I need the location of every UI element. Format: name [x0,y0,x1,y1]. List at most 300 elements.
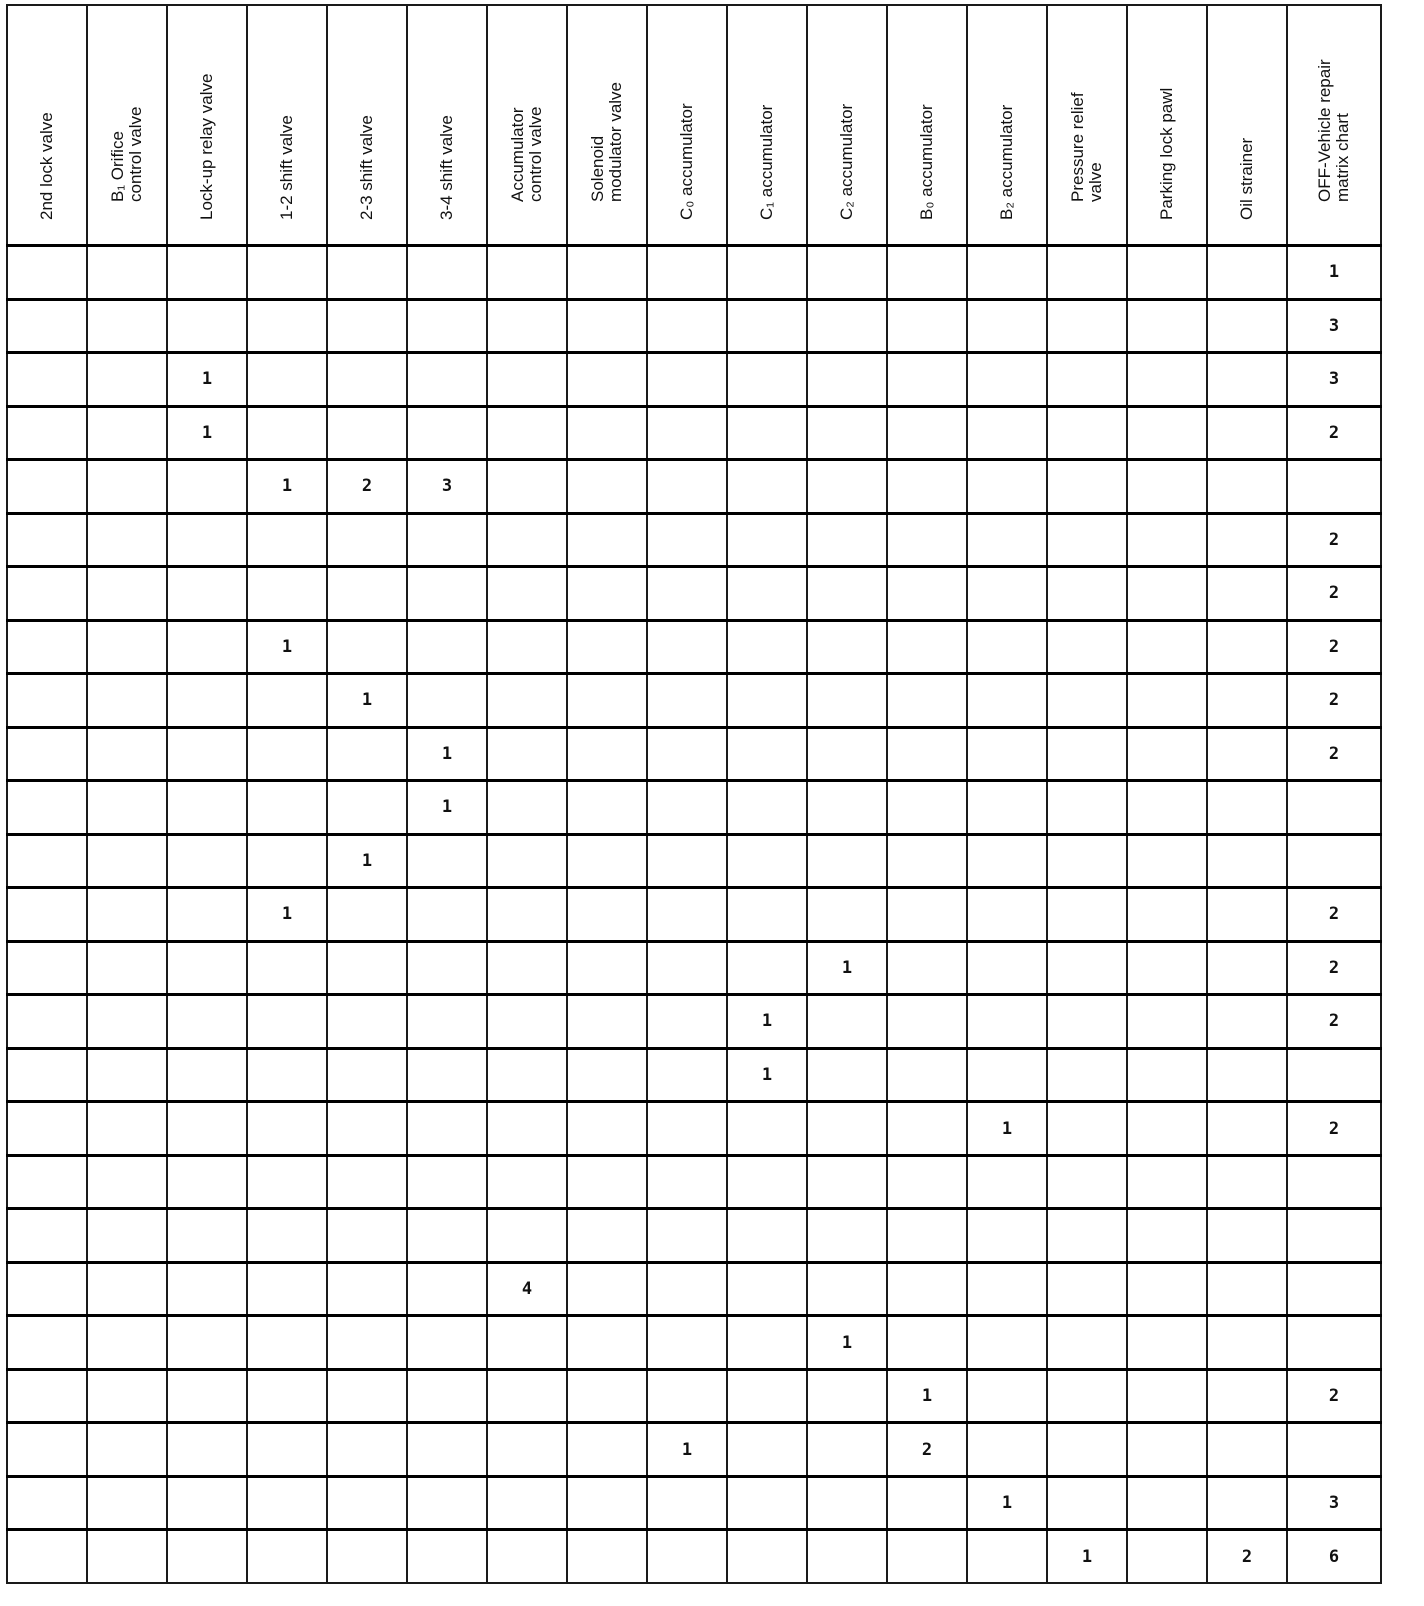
table-cell [487,1423,567,1477]
table-cell [7,353,87,407]
table-cell [1207,460,1287,514]
table-cell [7,727,87,781]
table-cell [487,834,567,888]
table-cell [407,674,487,728]
table-cell [967,353,1047,407]
table-cell [87,888,167,942]
table-cell [1207,1476,1287,1530]
table-cell [727,353,807,407]
table-cell [1207,1155,1287,1209]
table-cell [87,353,167,407]
table-cell [1047,1423,1127,1477]
table-cell [1127,1155,1207,1209]
table-cell [247,299,327,353]
column-header [87,5,167,246]
table-cell [87,1423,167,1477]
table-cell [647,727,727,781]
table-cell [7,246,87,300]
table-cell [1047,1209,1127,1263]
table-cell [487,353,567,407]
table-cell [247,353,327,407]
table-cell: 1 [167,406,247,460]
table-cell [87,1262,167,1316]
table-cell [407,353,487,407]
table-cell [967,1155,1047,1209]
table-cell [1207,513,1287,567]
table-cell [1127,834,1207,888]
table-cell [807,460,887,514]
table-cell [7,1476,87,1530]
table-cell [647,1102,727,1156]
table-cell [887,620,967,674]
table-cell [487,1048,567,1102]
table-cell [7,1102,87,1156]
table-row [7,834,1381,888]
matrix-chart-cell: 6 [1287,1530,1381,1583]
table-cell [807,781,887,835]
table-cell [647,1155,727,1209]
table-cell: 1 [727,995,807,1049]
table-cell [807,995,887,1049]
table-cell [1127,620,1207,674]
table-cell [167,941,247,995]
table-cell [1127,1262,1207,1316]
table-cell [1047,834,1127,888]
table-cell [967,406,1047,460]
table-cell [567,246,647,300]
table-cell [407,246,487,300]
table-cell: 1 [407,781,487,835]
table-cell [487,1476,567,1530]
table-cell [327,246,407,300]
table-cell [7,888,87,942]
table-cell: 1 [807,1316,887,1370]
table-cell [247,1476,327,1530]
table-cell [727,620,807,674]
table-cell [87,1476,167,1530]
table-cell [247,674,327,728]
table-cell [327,1530,407,1583]
table-cell [887,941,967,995]
table-cell [567,1209,647,1263]
table-cell [1127,353,1207,407]
table-cell [887,727,967,781]
column-header-label: C₁ accumulator [757,104,776,220]
table-cell [727,1369,807,1423]
table-cell [1047,1476,1127,1530]
table-cell [1127,567,1207,621]
table-cell [487,1102,567,1156]
table-row [7,1102,1381,1156]
table-cell [567,674,647,728]
table-cell [247,1369,327,1423]
table-cell [1207,406,1287,460]
table-cell [407,406,487,460]
table-cell [167,1262,247,1316]
table-cell [327,1316,407,1370]
table-cell [7,1262,87,1316]
table-cell [807,1209,887,1263]
table-cell [1127,1209,1207,1263]
table-cell: 2 [887,1423,967,1477]
table-cell [967,299,1047,353]
column-header [1287,5,1381,246]
table-row [7,353,1381,407]
table-cell [1207,1262,1287,1316]
table-cell [567,406,647,460]
matrix-chart-cell: 2 [1287,1102,1381,1156]
table-cell [247,941,327,995]
table-cell [567,1369,647,1423]
table-cell [487,781,567,835]
table-cell [647,1369,727,1423]
table-cell [167,460,247,514]
table-cell [567,513,647,567]
table-cell [327,1209,407,1263]
table-cell [87,460,167,514]
column-header [247,5,327,246]
table-cell [1047,888,1127,942]
table-cell [887,674,967,728]
table-cell [807,1476,887,1530]
table-cell [7,1316,87,1370]
table-cell [327,620,407,674]
column-header-label: C₀ accumulator [677,103,696,220]
table-cell [647,620,727,674]
column-header-label: 3-4 shift valve [437,115,456,220]
table-cell [1207,567,1287,621]
table-cell [1047,781,1127,835]
table-cell [167,1048,247,1102]
table-cell [727,1530,807,1583]
table-cell [487,299,567,353]
table-cell [87,513,167,567]
table-cell [407,1423,487,1477]
table-cell [7,834,87,888]
table-cell: 1 [887,1369,967,1423]
table-cell: 2 [1207,1530,1287,1583]
table-cell [407,1262,487,1316]
table-cell [807,1530,887,1583]
column-header-label: 2-3 shift valve [357,115,376,220]
table-cell [727,246,807,300]
table-cell [487,620,567,674]
matrix-chart-cell: 3 [1287,299,1381,353]
table-cell [807,727,887,781]
table-cell [967,1369,1047,1423]
table-cell [87,727,167,781]
table-cell [967,246,1047,300]
table-cell [247,567,327,621]
table-cell [1127,1423,1207,1477]
table-cell [407,567,487,621]
table-cell [407,1316,487,1370]
table-cell [7,941,87,995]
table-cell [1207,1423,1287,1477]
table-cell [887,1209,967,1263]
table-cell [567,567,647,621]
table-cell [327,406,407,460]
table-cell [647,299,727,353]
table-cell [407,1209,487,1263]
table-cell [7,1209,87,1263]
table-cell [167,995,247,1049]
table-cell [1047,460,1127,514]
table-cell [1127,1530,1207,1583]
table-cell [1127,781,1207,835]
table-cell [807,353,887,407]
table-cell: 4 [487,1262,567,1316]
table-cell [1127,1102,1207,1156]
table-cell [727,1155,807,1209]
table-cell [167,1102,247,1156]
table-cell [1127,299,1207,353]
table-cell [1047,674,1127,728]
table-cell [87,406,167,460]
table-cell [1207,1316,1287,1370]
table-row [7,888,1381,942]
table-cell [647,674,727,728]
table-cell [1127,727,1207,781]
table-cell [967,1048,1047,1102]
table-cell [887,1530,967,1583]
table-cell [1047,513,1127,567]
table-cell [407,1102,487,1156]
table-cell [87,1155,167,1209]
table-cell [7,1048,87,1102]
table-cell [87,674,167,728]
table-cell [1207,299,1287,353]
table-cell [407,513,487,567]
table-cell [1047,353,1127,407]
table-cell [407,1530,487,1583]
table-cell [727,567,807,621]
table-cell [1207,781,1287,835]
table-cell [807,1102,887,1156]
table-cell [1047,299,1127,353]
column-header [647,5,727,246]
table-cell [887,995,967,1049]
table-cell [247,995,327,1049]
table-row [7,620,1381,674]
table-cell [1127,1048,1207,1102]
table-cell [567,727,647,781]
table-cell [967,567,1047,621]
table-cell [1047,1102,1127,1156]
matrix-chart-cell: 3 [1287,1476,1381,1530]
table-cell [567,1476,647,1530]
table-cell [327,1155,407,1209]
table-cell [407,941,487,995]
table-cell [167,1530,247,1583]
table-cell [967,1316,1047,1370]
table-cell [167,727,247,781]
table-cell [647,941,727,995]
table-cell [167,246,247,300]
table-cell [807,674,887,728]
table-cell [887,460,967,514]
table-cell [87,1102,167,1156]
table-cell [1207,1102,1287,1156]
table-row [7,1476,1381,1530]
table-cell [7,1155,87,1209]
matrix-chart-cell [1287,1155,1381,1209]
table-cell [727,299,807,353]
table-cell [727,406,807,460]
table-cell [1127,246,1207,300]
table-cell [967,620,1047,674]
table-cell [1207,995,1287,1049]
table-cell [1047,620,1127,674]
column-header-label: Solenoid modulator valve [588,81,625,202]
column-header [1207,5,1287,246]
table-cell [247,1102,327,1156]
table-cell [167,888,247,942]
table-cell: 3 [407,460,487,514]
table-cell [647,406,727,460]
table-cell [1207,1369,1287,1423]
table-cell [967,1423,1047,1477]
column-header-label: Oil strainer [1237,137,1256,220]
matrix-chart-cell: 2 [1287,941,1381,995]
table-cell [7,620,87,674]
table-cell: 1 [967,1476,1047,1530]
table-cell: 1 [247,460,327,514]
table-cell [567,781,647,835]
matrix-chart-cell: 2 [1287,1369,1381,1423]
matrix-chart-cell: 1 [1287,246,1381,300]
table-cell [7,1423,87,1477]
column-header [407,5,487,246]
table-cell [1127,406,1207,460]
table-cell [647,781,727,835]
table-cell [567,1102,647,1156]
table-cell [1047,727,1127,781]
table-cell [87,299,167,353]
table-cell [327,781,407,835]
table-cell [967,995,1047,1049]
table-cell [247,246,327,300]
column-header-label: Parking lock pawl [1157,87,1176,220]
table-row [7,1048,1381,1102]
table-cell [87,1316,167,1370]
table-cell: 1 [247,620,327,674]
table-cell [327,567,407,621]
table-cell [327,1048,407,1102]
table-cell [167,1423,247,1477]
table-cell [647,1530,727,1583]
table-cell [727,834,807,888]
matrix-chart-cell: 2 [1287,567,1381,621]
table-row [7,1316,1381,1370]
table-cell [647,834,727,888]
table-cell [887,834,967,888]
table-cell [887,888,967,942]
table-cell [167,834,247,888]
table-cell [1047,1369,1127,1423]
table-cell: 1 [167,353,247,407]
table-cell [327,1423,407,1477]
table-cell [487,567,567,621]
table-row [7,1262,1381,1316]
table-cell [487,1369,567,1423]
table-cell [887,513,967,567]
table-cell [967,888,1047,942]
table-cell [247,513,327,567]
table-cell [167,567,247,621]
table-cell [1047,941,1127,995]
table-cell [1127,513,1207,567]
table-cell [407,1048,487,1102]
table-row [7,995,1381,1049]
column-header [967,5,1047,246]
table-cell [1207,620,1287,674]
table-cell [87,1530,167,1583]
table-cell [807,620,887,674]
table-cell [167,1316,247,1370]
table-cell [407,834,487,888]
table-cell [487,1209,567,1263]
table-cell [567,1262,647,1316]
table-row [7,1530,1381,1583]
table-cell [727,460,807,514]
table-cell [1207,834,1287,888]
table-cell [1207,1209,1287,1263]
table-cell [487,727,567,781]
table-cell [167,1209,247,1263]
table-cell [887,1048,967,1102]
table-cell [1207,941,1287,995]
table-cell [1207,674,1287,728]
table-cell [247,1048,327,1102]
table-cell [7,513,87,567]
column-header-label: Pressure relief valve [1068,92,1105,202]
table-cell: 1 [807,941,887,995]
header-row [7,5,1381,246]
table-cell: 1 [967,1102,1047,1156]
table-cell [727,941,807,995]
table-cell [967,1262,1047,1316]
table-cell [487,1155,567,1209]
table-cell [727,888,807,942]
table-cell [327,1102,407,1156]
table-cell [887,1102,967,1156]
table-cell [327,941,407,995]
table-cell [567,995,647,1049]
column-header [487,5,567,246]
table-cell [727,1423,807,1477]
table-cell [967,513,1047,567]
table-cell [1127,995,1207,1049]
table-cell [807,1155,887,1209]
matrix-chart-cell [1287,781,1381,835]
table-cell [87,1048,167,1102]
table-cell [407,1476,487,1530]
column-header [807,5,887,246]
table-cell [967,941,1047,995]
table-row [7,781,1381,835]
matrix-chart-cell: 2 [1287,995,1381,1049]
table-cell [167,781,247,835]
table-row [7,674,1381,728]
table-cell [327,1262,407,1316]
table-cell [727,1316,807,1370]
column-header [567,5,647,246]
table-cell [327,299,407,353]
table-cell [727,1262,807,1316]
table-cell [167,620,247,674]
column-header [167,5,247,246]
